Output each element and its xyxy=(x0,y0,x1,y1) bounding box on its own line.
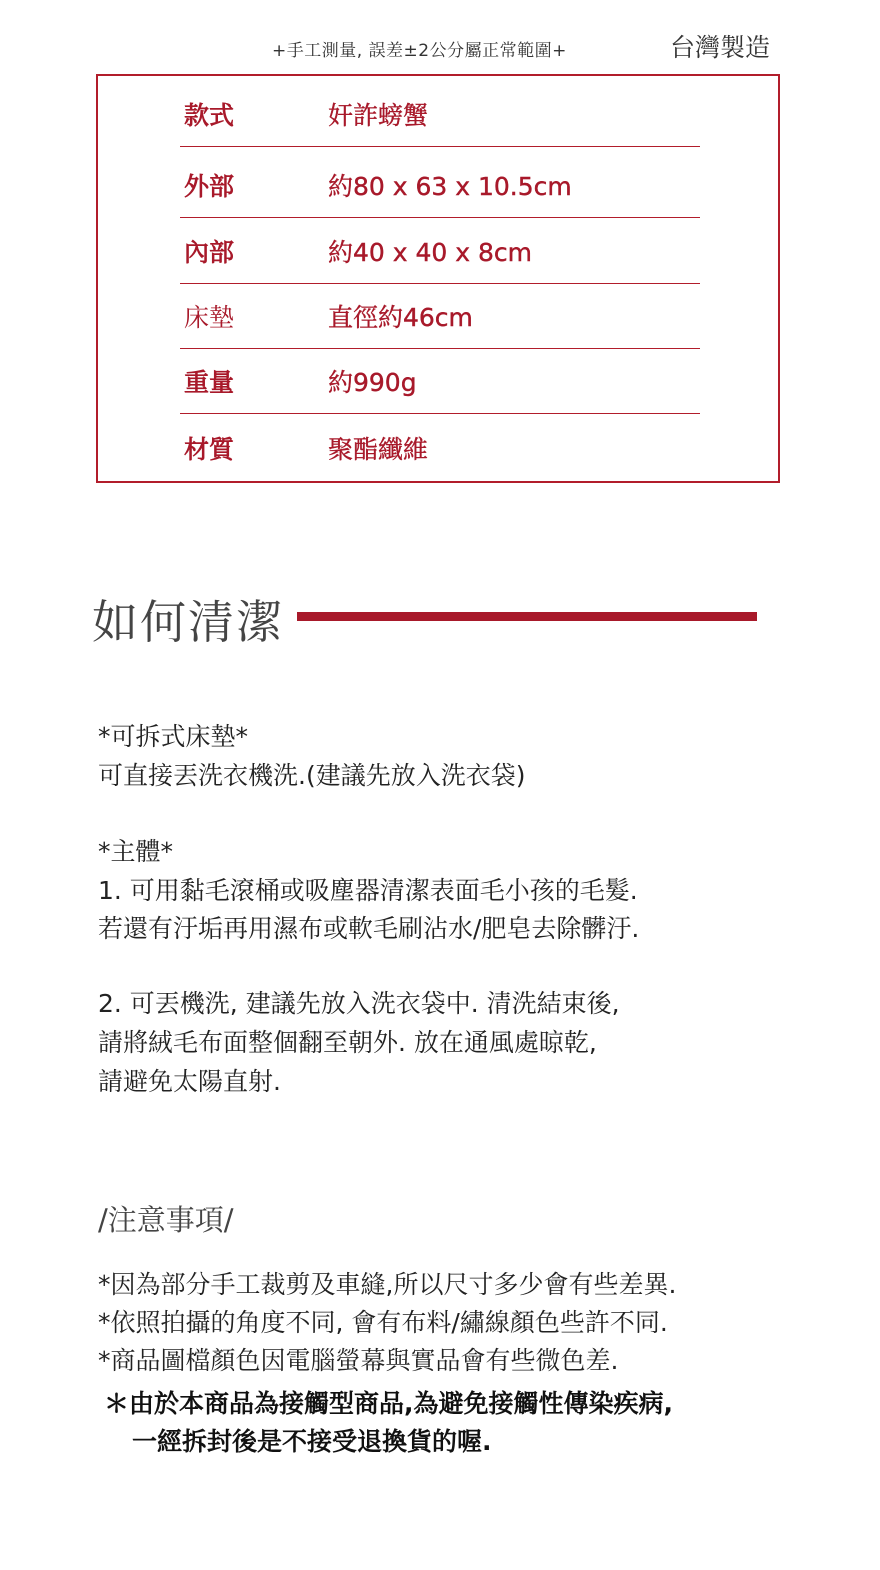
spec-value: 約990g xyxy=(328,368,417,397)
spec-row-style xyxy=(180,82,700,147)
wash-line-2: 請將絨毛布面整個翻至朝外. 放在通風處晾乾, xyxy=(98,1028,597,1057)
body-line-1: 1. 可用黏毛滾桶或吸塵器清潔表面毛小孩的毛髮. xyxy=(98,876,638,905)
spec-key: 外部 xyxy=(184,172,235,201)
notice-list xyxy=(98,1266,676,1380)
spec-row-material xyxy=(180,416,700,480)
spec-key: 重量 xyxy=(184,368,235,397)
spec-key: 材質 xyxy=(184,435,235,464)
wash-line-3: 請避免太陽直射. xyxy=(98,1067,281,1096)
spec-value: 聚酯纖維 xyxy=(328,435,429,464)
notice-heading: /注意事項/ xyxy=(98,1203,234,1237)
wash-line-1: 2. 可丟機洗, 建議先放入洗衣袋中. 清洗結束後, xyxy=(98,989,620,1018)
title-divider xyxy=(297,612,757,621)
return-policy-line-2: 一經拆封後是不接受退換貨的喔. xyxy=(132,1427,492,1456)
return-policy-line-1: ＊由於本商品為接觸型商品,為避免接觸性傳染疾病, xyxy=(104,1389,673,1418)
mattress-text: 可直接丟洗衣機洗.(建議先放入洗衣袋) xyxy=(98,761,526,790)
measurement-note: +手工測量, 誤差±2公分屬正常範圍+ xyxy=(272,41,567,61)
spec-table xyxy=(96,74,780,483)
spec-value: 直徑約46cm xyxy=(328,303,473,332)
body-heading: *主體* xyxy=(98,837,174,866)
spec-value: 約40 x 40 x 8cm xyxy=(328,238,533,267)
notice-line-1: *因為部分手工裁剪及車縫,所以尺寸多少會有些差異. xyxy=(98,1270,677,1299)
mattress-heading: *可拆式床墊* xyxy=(98,722,249,751)
notice-line-3: *商品圖檔顏色因電腦螢幕與實品會有些微色差. xyxy=(98,1346,619,1375)
body-line-2: 若還有汙垢再用濕布或軟毛刷沾水/肥皂去除髒汙. xyxy=(98,914,640,943)
spec-row-inner xyxy=(180,219,700,284)
spec-row-weight xyxy=(180,349,700,414)
return-policy xyxy=(104,1385,673,1461)
spec-row-mattress xyxy=(180,284,700,349)
spec-key: 床墊 xyxy=(184,303,235,332)
spec-key: 內部 xyxy=(184,238,235,267)
made-in-taiwan: 台灣製造 xyxy=(670,33,771,62)
spec-value: 奸詐螃蟹 xyxy=(328,101,429,130)
cleaning-title: 如何清潔 xyxy=(92,595,284,649)
spec-value: 約80 x 63 x 10.5cm xyxy=(328,172,572,201)
notice-line-2: *依照拍攝的角度不同, 會有布料/繡線顏色些許不同. xyxy=(98,1308,668,1337)
spec-key: 款式 xyxy=(184,101,235,130)
spec-row-outer xyxy=(180,153,700,218)
